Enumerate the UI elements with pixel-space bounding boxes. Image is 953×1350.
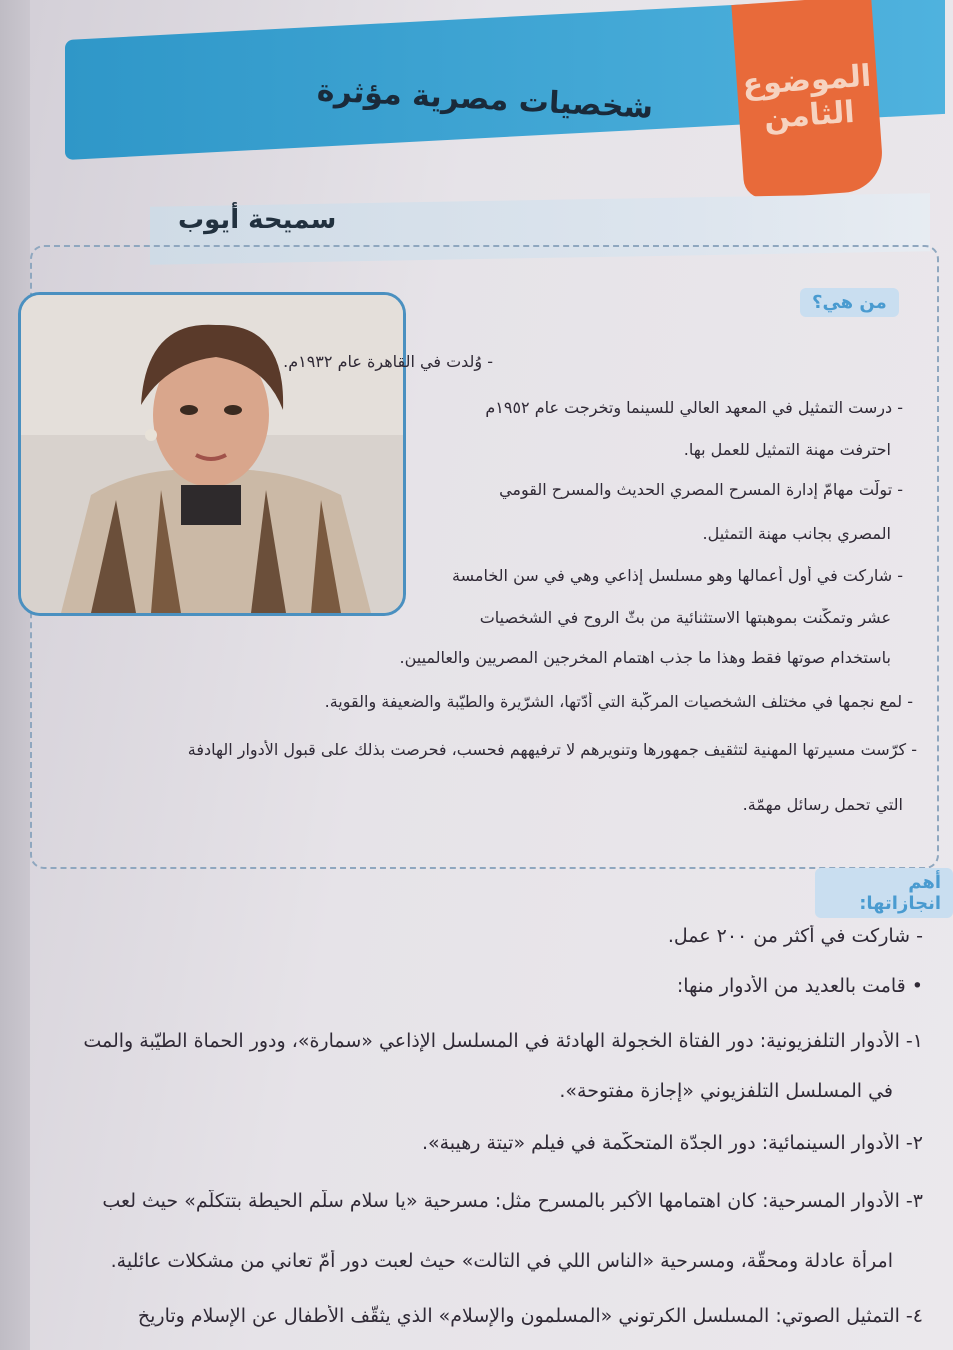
bio-line: التي تحمل رسائل مهمّة. [742,795,903,814]
bio-line: - كرّست مسيرتها المهنية لتثقيف جمهورها وتنويرهم لا ترفيههم فحسب، فحرصت بذلك على قبول الأدوار الهادفة [187,740,917,759]
portrait-image [21,295,403,613]
role-item: ٢- الأدوار السينمائية: دور الجدّة المتحكّمة في فيلم «تيتة رهيبة». [421,1132,923,1154]
topic-number: الثامن [762,94,856,136]
achievement-intro: - شاركت في أكثر من ٢٠٠ عمل. [667,925,923,947]
page-title: شخصيات مصرية مؤثرة [316,73,654,126]
bio-line: - شاركت في أول أعمالها وهو مسلسل إذاعي وهي في سن الخامسة [452,566,903,585]
role-item: امرأة عادلة ومحقّة، ومسرحية «الناس اللي في التالت» حيث لعبت دور أمّ تعاني من مشكلات عائلية. [110,1250,893,1272]
bio-line: باستخدام صوتها فقط وهذا ما جذب اهتمام المخرجين المصريين والعالميين. [399,648,891,667]
person-name: سميحة أيوب [178,205,337,235]
role-item: في المسلسل التلفزيوني «إجازة مفتوحة». [559,1080,893,1102]
topic-badge [731,0,884,200]
achievements-section-label: أهم انجازاتها: [815,868,953,918]
role-item: ٤- التمثيل الصوتي: المسلسل الكرتوني «المسلمون والإسلام» الذي يثقّف الأطفال عن الإسلام وتاريخ [137,1305,923,1327]
bio-line: - لمع نجمها في مختلف الشخصيات المركّبة التي أدّتها، الشرّيرة والطيّبة والضعيفة والقوية. [324,692,913,711]
who-section-label: من هي؟ [800,288,899,317]
roles-heading: • قامت بالعديد من الأدوار منها: [676,975,923,997]
bio-line: - درست التمثيل في المعهد العالي للسينما وتخرجت عام ١٩٥٢م [485,398,903,417]
role-item: ٣- الأدوار المسرحية: كان اهتمامها الأكبر بالمسرح مثل: مسرحية «يا سلام سلّم الحيطة بتتكلّم» حيث لعب [102,1190,923,1212]
bio-line: احترفت مهنة التمثيل للعمل بها. [683,440,891,459]
topic-label: الموضوع [741,58,873,102]
bio-line: عشر وتمكّنت بموهبتها الاستثنائية من بثّ الروح في الشخصيات [479,608,891,627]
bio-line: - تولّت مهامّ إدارة المسرح المصري الحديث والمسرح القومي [499,480,903,499]
bio-line: - وُلدت في القاهرة عام ١٩٣٢م. [283,352,493,371]
portrait-photo [18,292,406,616]
bio-line: المصري بجانب مهنة التمثيل. [702,524,891,543]
role-item: ١- الأدوار التلفزيونية: دور الفتاة الخجولة الهادئة في المسلسل الإذاعي «سمارة»، ودور الحماة الطيّبة والمت [83,1030,923,1052]
